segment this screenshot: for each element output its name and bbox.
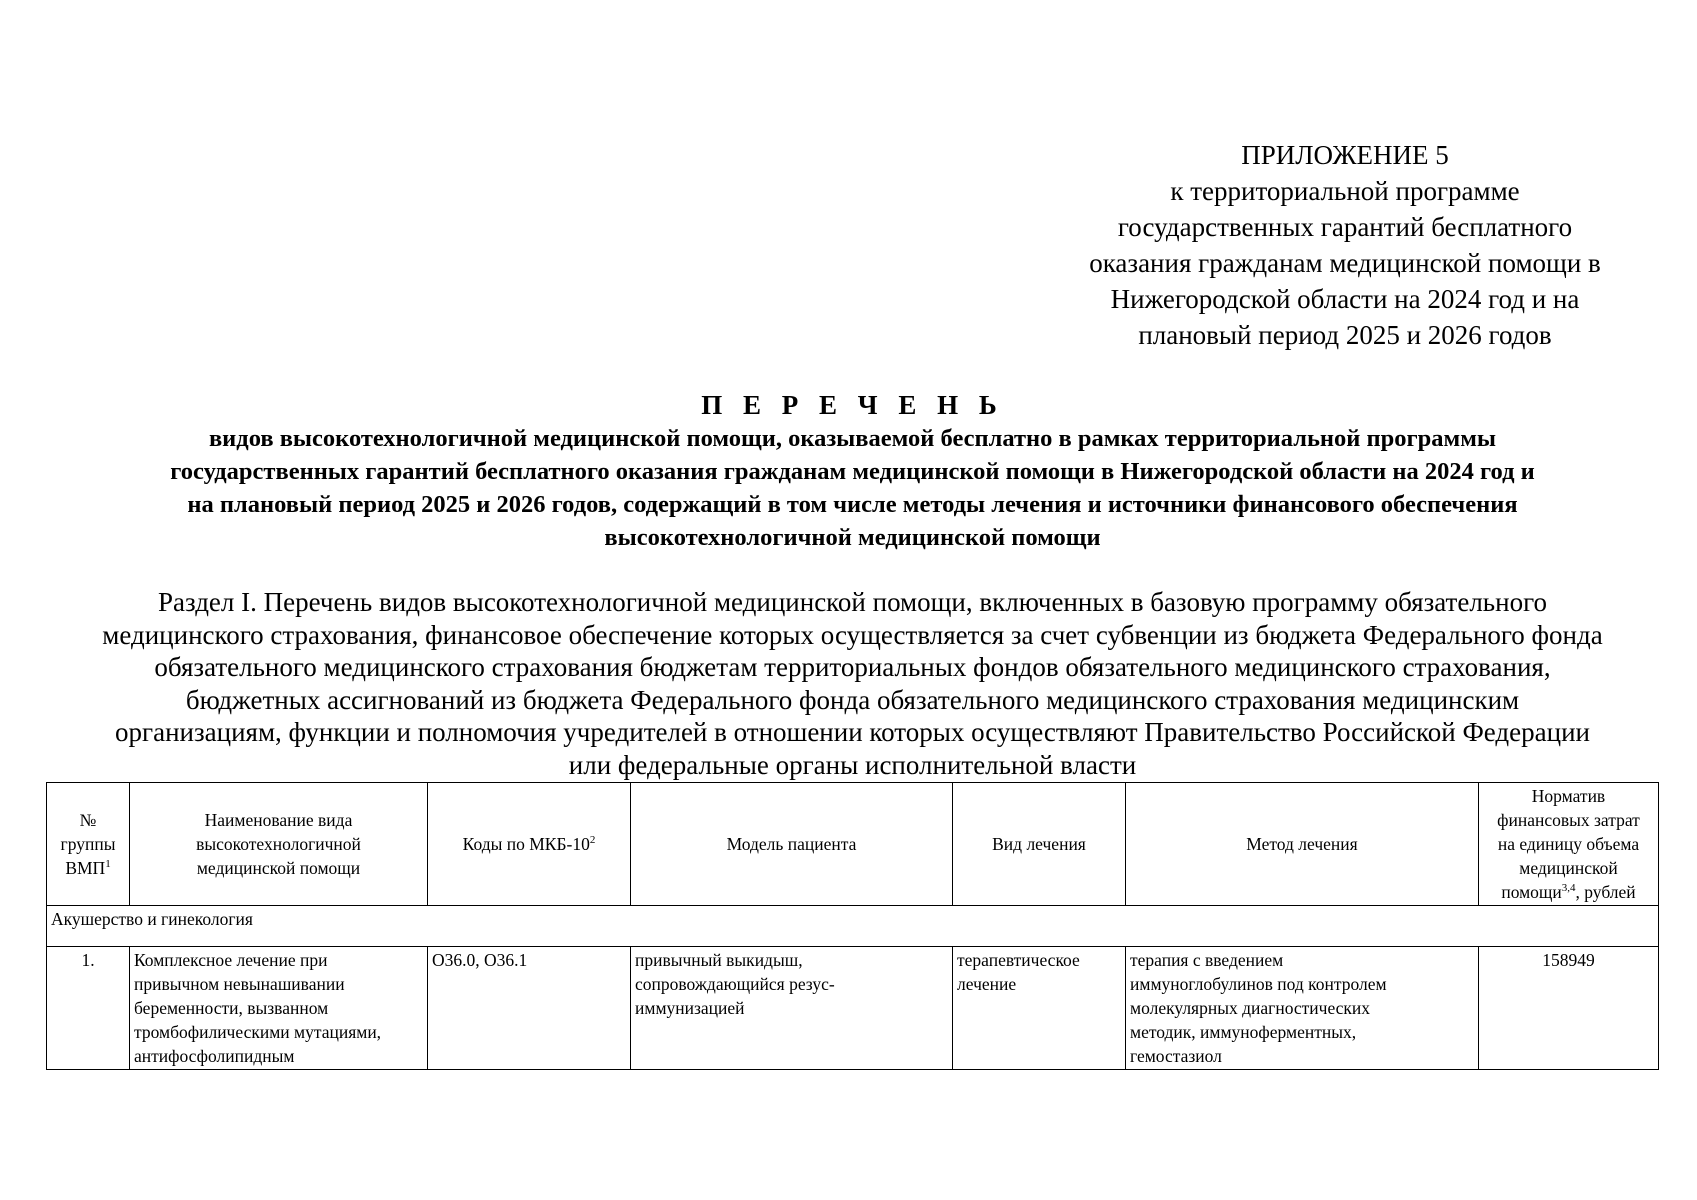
header-group-number: № группы ВМП$^1$: [47, 783, 130, 906]
appendix-title: ПРИЛОЖЕНИЕ 5: [1241, 140, 1449, 170]
section-title: [40, 586, 1665, 781]
subtitle-line: высокотехнологичной медицинской помощи: [604, 524, 1101, 551]
category-row: [47, 906, 1659, 947]
row-patient-model: привычный выкидыш, сопровождающийся резус- иммунизацией: [631, 947, 953, 1070]
document-heading: [40, 388, 1665, 554]
section-line: обязательного медицинского страхования бюджетам территориальных фондов обязательного медицинского страхования,: [154, 652, 1551, 682]
subtitle-line: видов высокотехнологичной медицинской помощи, оказываемой бесплатно в рамках территориальной программы: [208, 425, 1497, 452]
hmc-table: [46, 782, 1659, 1070]
section-line: или федеральные органы исполнительной власти: [568, 749, 1137, 780]
document-title: П Е Р Е Ч Е Н Ь: [701, 390, 1004, 420]
table-header-row: [47, 783, 1659, 906]
section-line: организациям, функции и полномочия учредителей в отношении которых осуществляют Правительство Российской Федерации: [115, 717, 1590, 747]
appendix-line: оказания гражданам медицинской помощи в: [1089, 248, 1601, 278]
row-treatment-method: терапия с введением иммуноглобулинов под контролем молекулярных диагностических методик, иммуноферментных, гемостазиол: [1126, 947, 1479, 1070]
appendix-line: государственных гарантий бесплатного: [1117, 212, 1573, 242]
header-care-name: Наименование вида высокотехнологичной медицинской помощи: [130, 783, 428, 906]
appendix-line: плановый период 2025 и 2026 годов: [1138, 320, 1552, 350]
row-treatment-kind: терапевтическое лечение: [953, 947, 1126, 1070]
section-line: медицинского страхования, финансовое обеспечение которых осуществляется за счет субвенции из бюджета Федерального фонда: [102, 619, 1603, 650]
appendix-line: Нижегородской области на 2024 год и на: [1110, 284, 1580, 314]
subtitle-line: государственных гарантий бесплатного оказания гражданам медицинской помощи в Нижегородской области на 2024 год и: [170, 458, 1535, 485]
row-number: 1.: [47, 947, 130, 1070]
appendix-header: [1080, 137, 1610, 353]
row-icd-codes: O36.0, O36.1: [428, 947, 631, 1070]
row-cost-norm: 158949: [1479, 947, 1659, 1070]
appendix-line: к территориальной программе: [1170, 176, 1520, 206]
header-treatment-kind: Вид лечения: [953, 783, 1126, 906]
subtitle-line: на плановый период 2025 и 2026 годов, содержащий в том числе методы лечения и источники финансового обеспечения: [187, 491, 1518, 518]
section-line: бюджетных ассигнований из бюджета Федерального фонда обязательного медицинского страхования медицинским: [185, 684, 1520, 715]
header-patient-model: Модель пациента: [631, 783, 953, 906]
table-row: [47, 947, 1659, 1070]
header-icd-codes: Коды по МКБ-$10^2$: [428, 783, 631, 906]
header-treatment-method: Метод лечения: [1126, 783, 1479, 906]
category-label: Акушерство и гинекология: [47, 906, 1659, 947]
header-cost-norm: Норматив финансовых затрат на единицу объема медицинской помощи$^{3,4}$, рублей: [1479, 783, 1659, 906]
row-care-name: Комплексное лечение при привычном невынашивании беременности, вызванном тромбофилическими мутациями, антифосфолипидным: [130, 947, 428, 1070]
document-subtitle: [40, 422, 1665, 554]
section-line: Раздел I. Перечень видов высокотехнологичной медицинской помощи, включенных в базовую программу обязательного: [158, 587, 1547, 617]
